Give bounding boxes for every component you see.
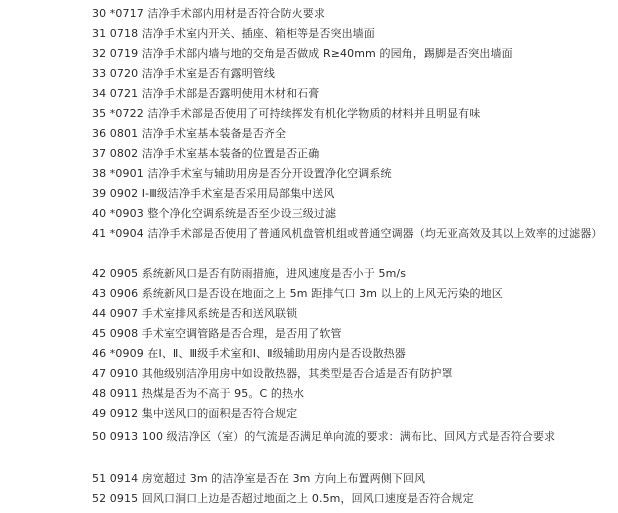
checklist-item-43: 43 0906 系统新风口是否设在地面之上 5m 距排气口 3m 以上的上风无污染的地区 — [92, 287, 503, 300]
checklist-item-36: 36 0801 洁净手术室基本装备是否齐全 — [92, 127, 287, 140]
checklist-item-30: 30 *0717 洁净手术部内用材是否符合防火要求 — [92, 7, 325, 20]
checklist-item-34: 34 0721 洁净手术部是否露明使用木材和石膏 — [92, 87, 320, 100]
checklist-item-48: 48 0911 热煤是否为不高于 95。C 的热水 — [92, 387, 305, 400]
checklist-item-51: 51 0914 房宽超过 3m 的洁净室是否在 3m 方向上布置两侧下回风 — [92, 472, 426, 485]
checklist-item-45: 45 0908 手术室空调管路是否合理，是否用了软管 — [92, 327, 342, 340]
checklist-item-31: 31 0718 洁净手术室内开关、插座、箱柜等是否突出墙面 — [92, 27, 375, 40]
checklist-item-44: 44 0907 手术室排风系统是否和送风联锁 — [92, 307, 298, 320]
checklist-item-41: 41 *0904 洁净手术部是否使用了普通风机盘管机组或普通空调器（均无亚高效及其以上效率的过滤器） — [92, 227, 603, 240]
checklist-item-42: 42 0905 系统新风口是否有防雨措施，进风速度是否小于 5m/s — [92, 267, 407, 280]
checklist-item-52: 52 0915 回风口洞口上边是否超过地面之上 0.5m，回风口速度是否符合规定 — [92, 492, 474, 505]
checklist-item-50: 50 0913 100 级洁净区（室）的气流是否满足单向流的要求：满布比、回风方式是否符合要求 — [92, 430, 556, 443]
checklist-item-47: 47 0910 其他级别洁净用房中如设散热器，其类型是否合适是否有防护罩 — [92, 367, 453, 380]
checklist-item-35: 35 *0722 洁净手术部是否使用了可持续挥发有机化学物质的材料并且明显有味 — [92, 107, 481, 120]
checklist-item-38: 38 *0901 洁净手术室与辅助用房是否分开设置净化空调系统 — [92, 167, 392, 180]
checklist-item-39: 39 0902 Ⅰ-Ⅲ级洁净手术室是否采用局部集中送风 — [92, 187, 335, 200]
checklist-item-46: 46 *0909 在Ⅰ、Ⅱ、Ⅲ级手术室和Ⅰ、Ⅱ级辅助用房内是否设散热器 — [92, 347, 406, 360]
checklist-item-37: 37 0802 洁净手术室基本装备的位置是否正确 — [92, 147, 320, 160]
checklist-item-49: 49 0912 集中送风口的面积是否符合规定 — [92, 407, 298, 420]
checklist-item-32: 32 0719 洁净手术部内墙与地的交角是否做成 R≥40mm 的园角，踢脚是否突出墙面 — [92, 47, 513, 60]
checklist-item-33: 33 0720 洁净手术室是否有露明管线 — [92, 67, 275, 80]
checklist-item-40: 40 *0903 整个净化空调系统是否至少设三级过滤 — [92, 207, 337, 220]
